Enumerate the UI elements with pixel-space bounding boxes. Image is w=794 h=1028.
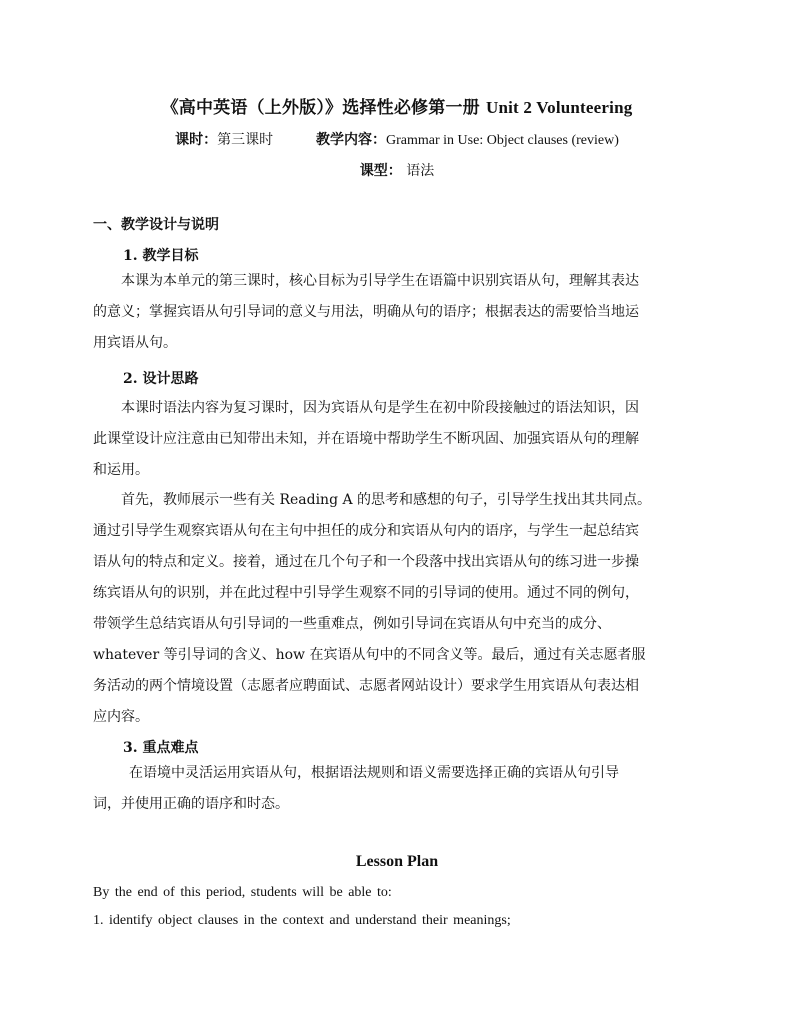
lesson-plan-intro: By the end of this period, students will be able to: xyxy=(93,885,392,900)
keypoints-paragraph xyxy=(93,758,704,820)
lesson-meta xyxy=(0,129,794,149)
lesson-plan-title: Lesson Plan xyxy=(355,853,439,870)
lesson-label: 课时： xyxy=(175,132,218,148)
keypoints-line: 词，并使用正确的语序和时态。 xyxy=(93,796,289,812)
lesson-plan-item-1: 1. identify object clauses in the context and understand their meanings; xyxy=(93,913,511,928)
type-value: 语法 xyxy=(406,163,435,179)
design-line: 带领学生总结宾语从句引导词的一些重难点，例如引导词在宾语从句中充当的成分、 xyxy=(93,616,611,632)
objectives-line: 用宾语从句。 xyxy=(93,335,177,351)
design-line: 语从句的特点和定义。接着，通过在几个句子和一个段落中找出宾语从句的练习进一步操 xyxy=(93,554,639,570)
design-line: 本课时语法内容为复习课时，因为宾语从句是学生在初中阶段接触过的语法知识，因 xyxy=(121,400,639,416)
design-line: 此课堂设计应注意由已知带出未知，并在语境中帮助学生不断巩固、加强宾语从句的理解 xyxy=(93,431,639,447)
content-label: 教学内容： xyxy=(316,132,387,148)
title-chinese: 《高中英语（上外版）》选择性必修第一册 xyxy=(161,98,480,118)
design-line: whatever 等引导词的含义、how 在宾语从句中的不同含义等。最后，通过有关志愿者服 xyxy=(93,647,646,663)
keypoints-line: 在语境中灵活运用宾语从句，根据语法规则和语义需要选择正确的宾语从句引导 xyxy=(129,765,619,781)
objectives-heading: 1. 教学目标 xyxy=(123,248,199,264)
lesson-type xyxy=(0,160,794,180)
document-title xyxy=(0,93,794,118)
design-paragraph-2 xyxy=(93,485,704,733)
content-value: Grammar in Use: Object clauses (review) xyxy=(386,133,619,148)
design-heading: 2. 设计思路 xyxy=(123,371,199,387)
type-label: 课型： xyxy=(359,163,402,179)
design-line: 务活动的两个情境设置（志愿者应聘面试、志愿者网站设计）要求学生用宾语从句表达相 xyxy=(93,678,639,694)
lesson-value: 第三课时 xyxy=(217,132,274,148)
design-paragraph-1 xyxy=(93,393,704,486)
design-line: 和运用。 xyxy=(93,462,149,478)
objectives-line: 本课为本单元的第三课时，核心目标为引导学生在语篇中识别宾语从句，理解其表达 xyxy=(121,273,639,289)
objectives-paragraph xyxy=(93,266,704,359)
keypoints-heading: 3. 重点难点 xyxy=(123,740,199,756)
title-english: Unit 2 Volunteering xyxy=(486,98,633,117)
objectives-line: 的意义；掌握宾语从句引导词的意义与用法，明确从句的语序；根据表达的需要恰当地运 xyxy=(93,304,639,320)
design-line: 应内容。 xyxy=(93,709,149,725)
design-line: 通过引导学生观察宾语从句在主句中担任的成分和宾语从句内的语序，与学生一起总结宾 xyxy=(93,523,639,539)
design-line: 首先，教师展示一些有关 Reading A 的思考和感想的句子，引导学生找出其共同点。 xyxy=(121,492,652,508)
design-line: 练宾语从句的识别，并在此过程中引导学生观察不同的引导词的使用。通过不同的例句， xyxy=(93,585,639,601)
section-heading: 一、教学设计与说明 xyxy=(93,217,219,233)
